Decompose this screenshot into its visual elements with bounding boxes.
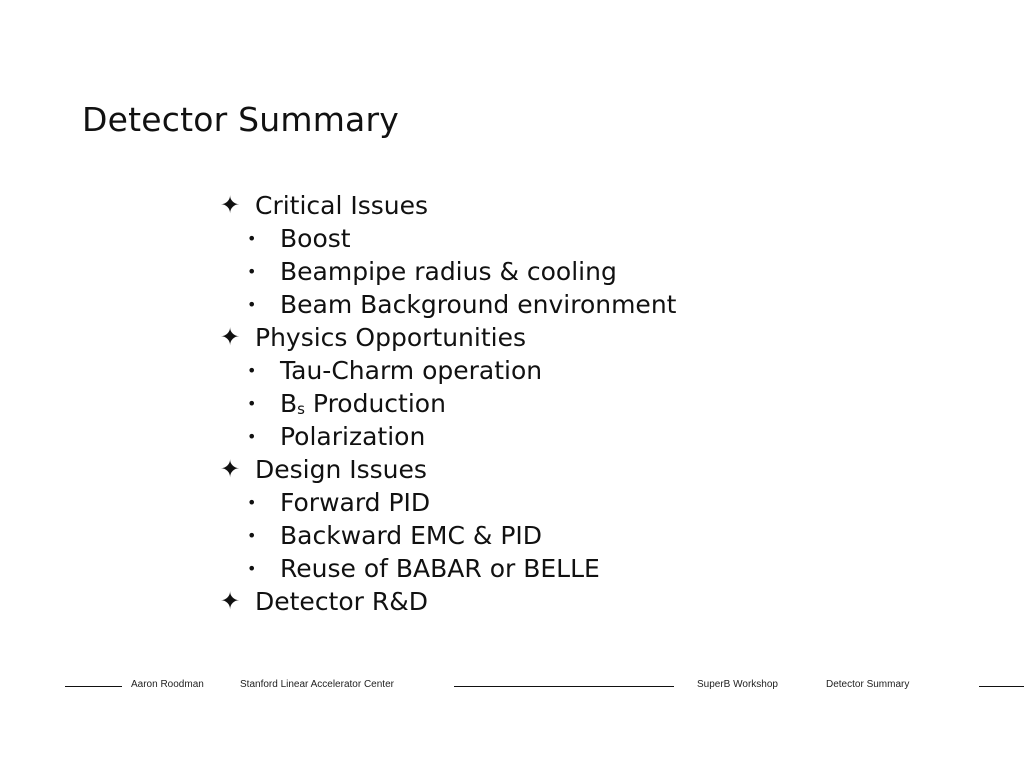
outline-subitem <box>220 222 676 255</box>
outline-text: Reuse of BABAR or BELLE <box>280 554 600 583</box>
outline-text: Critical Issues <box>255 191 429 220</box>
outline-subitem <box>220 255 676 288</box>
footer-author: Aaron Roodman <box>131 679 204 690</box>
four-point-star-icon: ✦ <box>220 455 241 483</box>
outline-text-suffix: Production <box>304 389 446 418</box>
footer-topic: Detector Summary <box>826 679 910 690</box>
outline-text: Detector R&D <box>255 587 428 616</box>
bullet-list <box>220 189 676 618</box>
outline-text: Backward EMC & PID <box>280 521 543 550</box>
bullet-dot-icon: • <box>247 262 257 281</box>
outline-subitem <box>220 519 676 552</box>
outline-text: B <box>280 389 298 418</box>
outline-subscript: s <box>297 400 305 418</box>
four-point-star-icon: ✦ <box>220 323 241 351</box>
outline-text: Design Issues <box>255 455 427 484</box>
outline-text: Boost <box>280 224 351 253</box>
bullet-dot-icon: • <box>247 526 257 545</box>
outline-subitem <box>220 552 676 585</box>
footer-rule <box>979 686 1024 687</box>
footer <box>0 676 1024 698</box>
bullet-dot-icon: • <box>247 394 257 413</box>
outline-heading <box>220 453 676 486</box>
bullet-dot-icon: • <box>247 229 257 248</box>
footer-workshop: SuperB Workshop <box>697 679 778 690</box>
bullet-dot-icon: • <box>247 493 257 512</box>
outline-text: Tau-Charm operation <box>280 356 543 385</box>
outline-text: Physics Opportunities <box>255 323 526 352</box>
outline-heading <box>220 585 676 618</box>
slide-title: Detector Summary <box>82 100 399 139</box>
outline-heading <box>220 189 676 222</box>
footer-rule <box>65 686 122 687</box>
outline-subitem <box>220 354 676 387</box>
outline-subitem <box>220 486 676 519</box>
outline-subitem <box>220 387 676 420</box>
footer-institution: Stanford Linear Accelerator Center <box>240 679 394 690</box>
outline-heading <box>220 321 676 354</box>
outline-text: Beampipe radius & cooling <box>280 257 617 286</box>
bullet-dot-icon: • <box>247 295 257 314</box>
bullet-dot-icon: • <box>247 427 257 446</box>
outline-text: Beam Background environment <box>280 290 677 319</box>
bullet-dot-icon: • <box>247 361 257 380</box>
outline-subitem <box>220 420 676 453</box>
footer-rule <box>454 686 674 687</box>
outline-text: Polarization <box>280 422 426 451</box>
bullet-dot-icon: • <box>247 559 257 578</box>
outline-subitem <box>220 288 676 321</box>
four-point-star-icon: ✦ <box>220 191 241 219</box>
four-point-star-icon: ✦ <box>220 587 241 615</box>
outline-text: Forward PID <box>280 488 431 517</box>
